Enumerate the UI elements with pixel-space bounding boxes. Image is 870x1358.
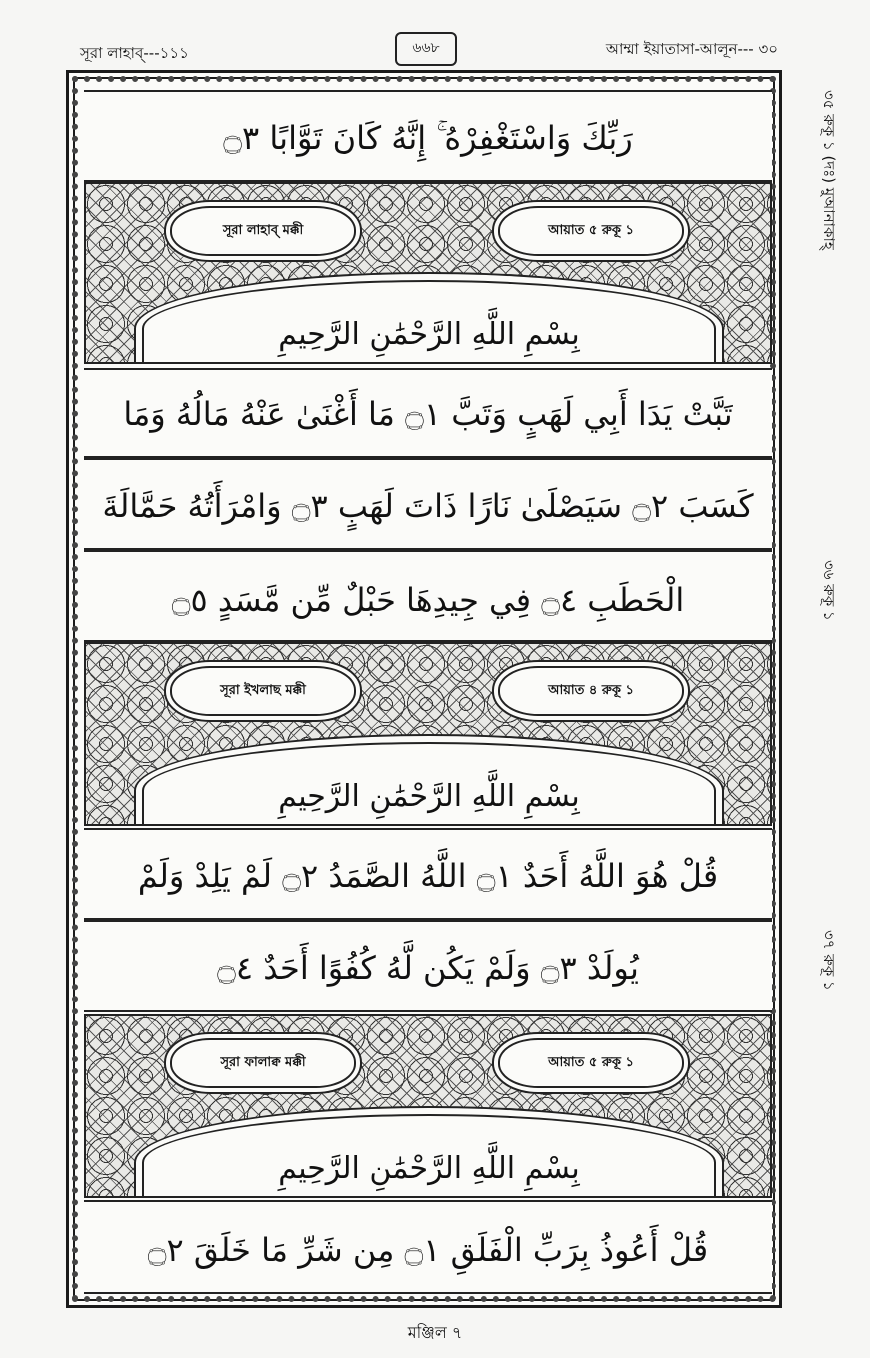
arabic-text: يُولَدْ ۝٣ وَلَمْ يَكُن لَّهُ كُفُوًا أَحَدٌ ۝٤ [217, 949, 639, 987]
manzil-footer: মঞ্জিল ৭ [407, 1323, 463, 1342]
verse-line [84, 90, 772, 182]
verse-line [84, 550, 772, 642]
page-number: ৬৬৮ [395, 32, 457, 66]
verse-line [84, 458, 772, 550]
arabic-text: كَسَبَ ۝٢ سَيَصْلَىٰ نَارًا ذَاتَ لَهَبٍ ۝٣ وَامْرَأَتُهُ حَمَّالَةَ [102, 487, 754, 525]
margin-note-ruku: ৩৬ রুকূ ১ [820, 560, 838, 621]
bismillah-arch [142, 280, 716, 364]
verse-line [84, 1200, 772, 1294]
surah-info-cartouche: আয়াত ৫ রুকূ ১ [498, 1038, 684, 1088]
verse-line [84, 920, 772, 1012]
bismillah-text: بِسْمِ اللَّهِ الرَّحْمَٰنِ الرَّحِيمِ [278, 317, 580, 352]
header-surah-label: সূরা লাহাব্‌---১১১ [80, 44, 189, 62]
surah-header-panel [84, 642, 772, 826]
margin-note-ruku: ৩৭ রুকূ ১ [820, 930, 838, 991]
bismillah-arch [142, 742, 716, 826]
arabic-text: رَبِّكَ وَاسْتَغْفِرْهُ ۚ إِنَّهُ كَانَ تَوَّابًا ۝٣ [223, 119, 633, 157]
surah-header-panel [84, 182, 772, 364]
surah-name-cartouche: সূরা ফালাক্ব মক্কী [170, 1038, 356, 1088]
verse-line [84, 828, 772, 920]
surah-info-cartouche: আয়াত ৪ রুকূ ১ [498, 666, 684, 716]
surah-name-cartouche: সূরা ইখলাছ মক্কী [170, 666, 356, 716]
surah-header-panel [84, 1014, 772, 1198]
arabic-text: تَبَّتْ يَدَا أَبِي لَهَبٍ وَتَبَّ ۝١ مَا أَغْنَىٰ عَنْهُ مَالُهُ وَمَا [123, 395, 733, 433]
bismillah-text: بِسْمِ اللَّهِ الرَّحْمَٰنِ الرَّحِيمِ [278, 1151, 580, 1186]
surah-name-cartouche: সূরা লাহাব্‌ মক্কী [170, 206, 356, 256]
surah-info-cartouche: আয়াত ৫ রুকূ ১ [498, 206, 684, 256]
header-para-label: আম্মা ইয়াতাসা-আলূন--- ৩০ [605, 40, 778, 58]
margin-note-ruku: ৩৫ রুকূ ১ (দঃ) মুআনাকাহ্‌ [820, 90, 838, 250]
bismillah-arch [142, 1114, 716, 1198]
arabic-text: قُلْ هُوَ اللَّهُ أَحَدٌ ۝١ اللَّهُ الصَّمَدُ ۝٢ لَمْ يَلِدْ وَلَمْ [137, 857, 719, 895]
bismillah-text: بِسْمِ اللَّهِ الرَّحْمَٰنِ الرَّحِيمِ [278, 779, 580, 814]
arabic-text: قُلْ أَعُوذُ بِرَبِّ الْفَلَقِ ۝١ مِن شَرِّ مَا خَلَقَ ۝٢ [147, 1231, 709, 1269]
arabic-text: الْحَطَبِ ۝٤ فِي جِيدِهَا حَبْلٌ مِّن مَّسَدٍ ۝٥ [171, 581, 685, 619]
verse-line [84, 368, 772, 458]
